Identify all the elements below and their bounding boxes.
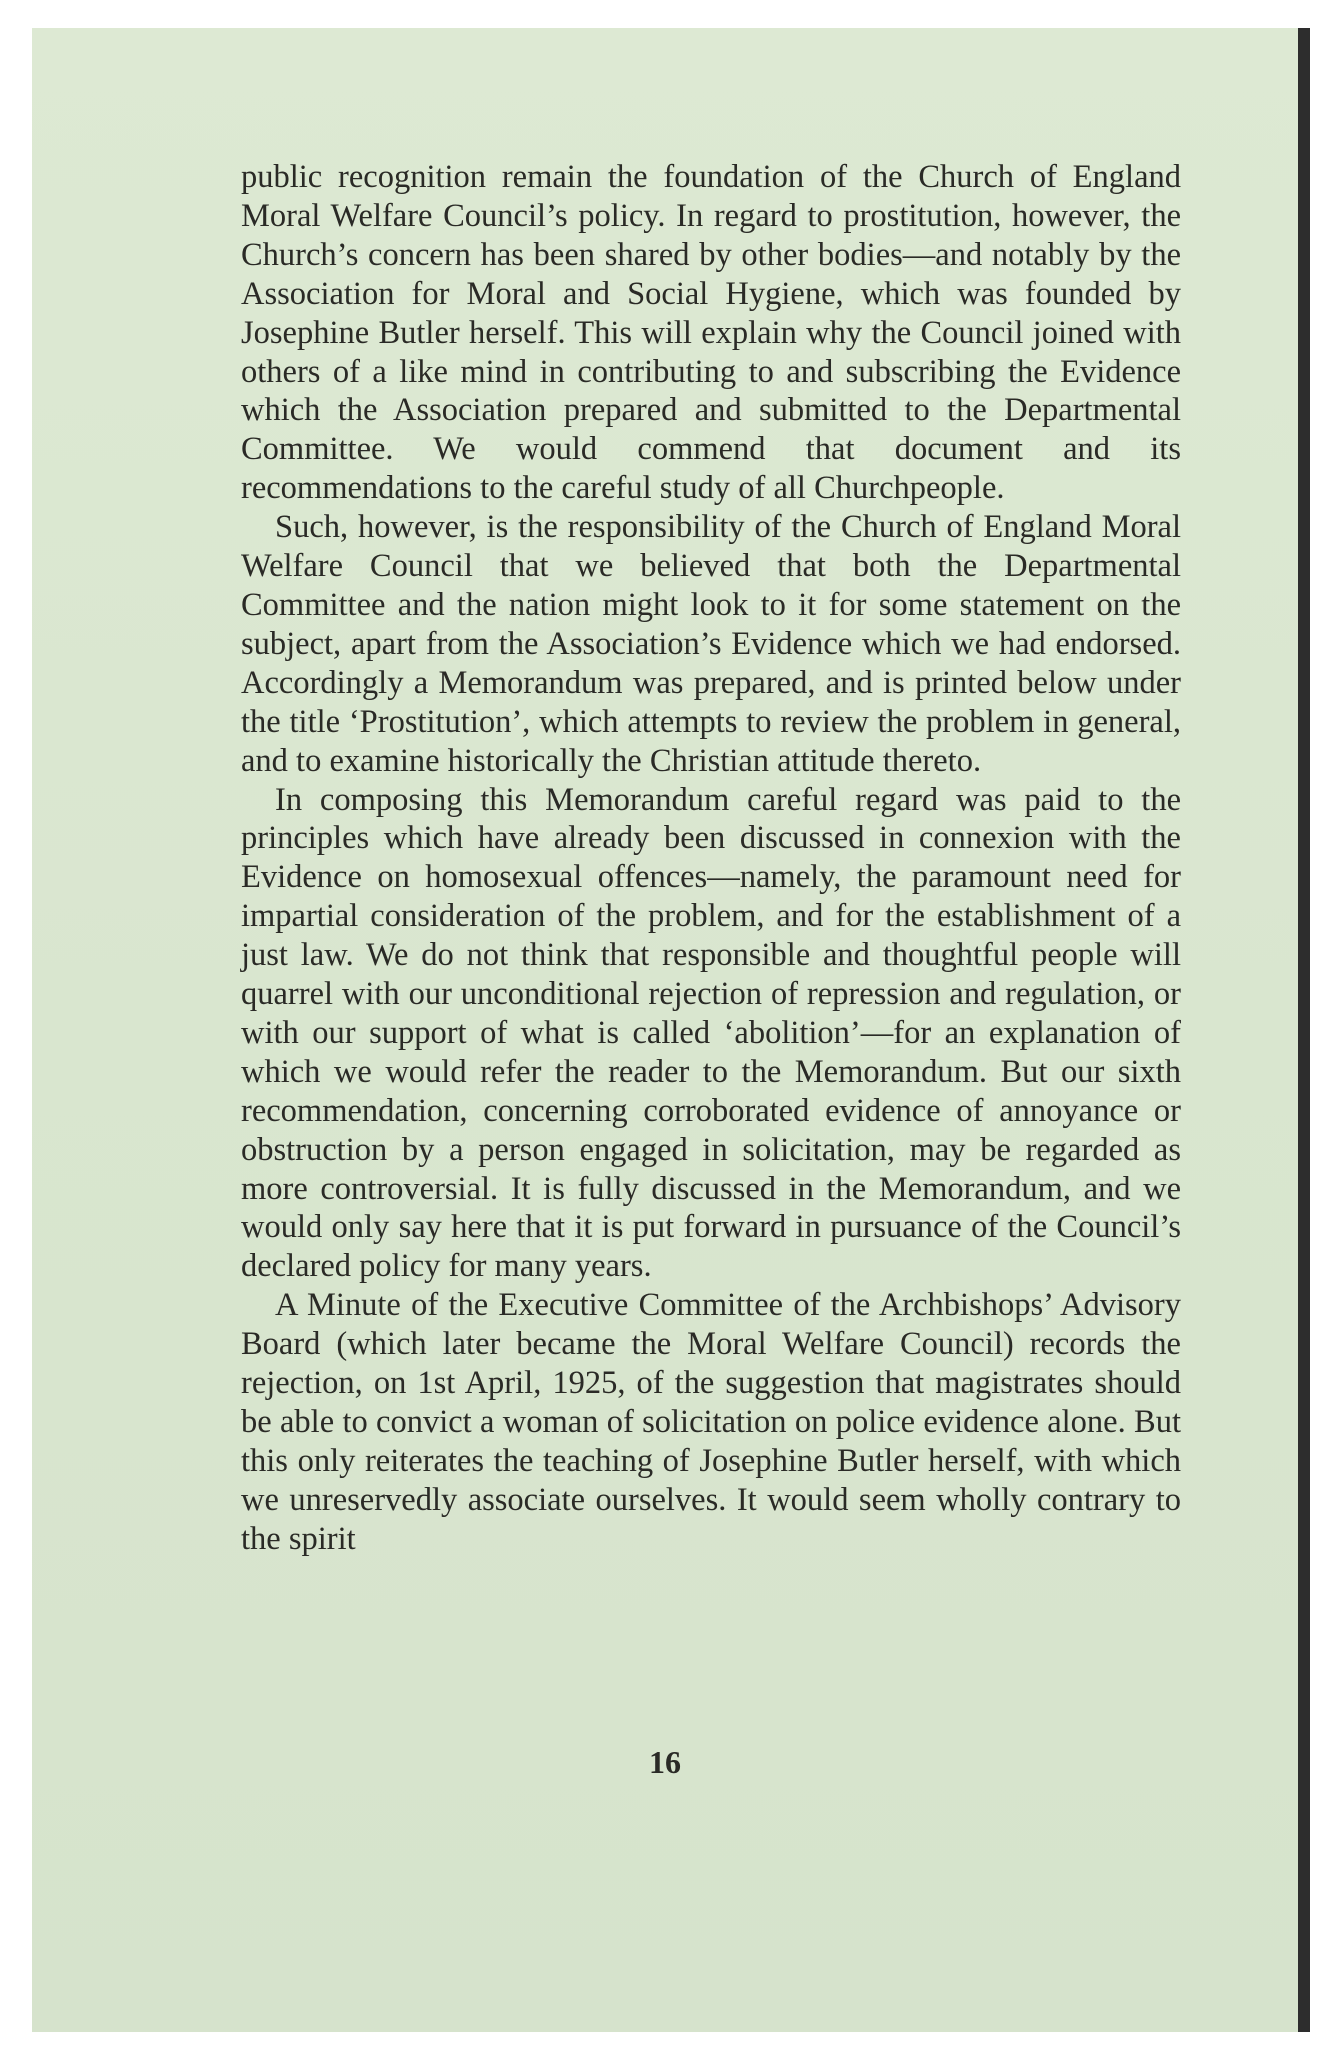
paragraph-4: A Minute of the Executive Committee of the Archbishops’ Advisory Board (which later became the Moral Welfare Council) records the rejection, on 1st April, 1925, of the suggestion that magistrates should be able to convict a woman of solicitation on police evidence alone. But this only reiterates the teaching of Josephine Butler herself, with which we unreservedly associate ourselves. It would seem wholly contrary to the spirit <box>241 1287 1181 1557</box>
page-edge-shadow <box>1298 28 1310 2032</box>
paragraph-2: Such, however, is the responsibility of the Church of England Moral Welfare Council that we believed that both the Departmental Committee and the nation might look to it for some statement on the subject, apart from the Association’s Evidence which we had endorsed. Accordingly a Memorandum was prepared, and is printed below under the title ‘Prostitution’, which attempts to review the problem in general, and to examine historically the Christian attitude thereto. <box>241 509 1181 779</box>
paragraph-1: public recognition remain the foundation of the Church of England Moral Welfare Council’s policy. In regard to prostitution, however, the Church’s concern has been shared by other bodies—and notably by the Association for Moral and Social Hygiene, which was founded by Josephine Butler herself. This will explain why the Council joined with others of a like mind in contributing to and subscribing the Evidence which the Association prepared and submitted to the Departmental Committee. We would commend that document and its recommendations to the careful study of all Churchpeople. <box>241 159 1181 507</box>
paragraph-3: In composing this Memorandum careful regard was paid to the principles which have already been discussed in connexion with the Evidence on homosexual offences—namely, the paramount need for impartial consideration of the problem, and for the establishment of a just law. We do not think that responsible and thoughtful people will quarrel with our unconditional rejection of repression and regulation, or with our support of what is called ‘abolition’—for an explanation of which we would refer the reader to the Memorandum. But our sixth recommendation, concerning corroborated evidence of annoyance or obstruction by a person engaged in solicitation, may be regarded as more controversial. It is fully discussed in the Memorandum, and we would only say here that it is put forward in pursuance of the Council’s declared policy for many years. <box>241 781 1181 1285</box>
page-number: 16 <box>649 1744 681 1780</box>
body-text <box>241 158 1181 1559</box>
book-page <box>32 28 1298 2032</box>
